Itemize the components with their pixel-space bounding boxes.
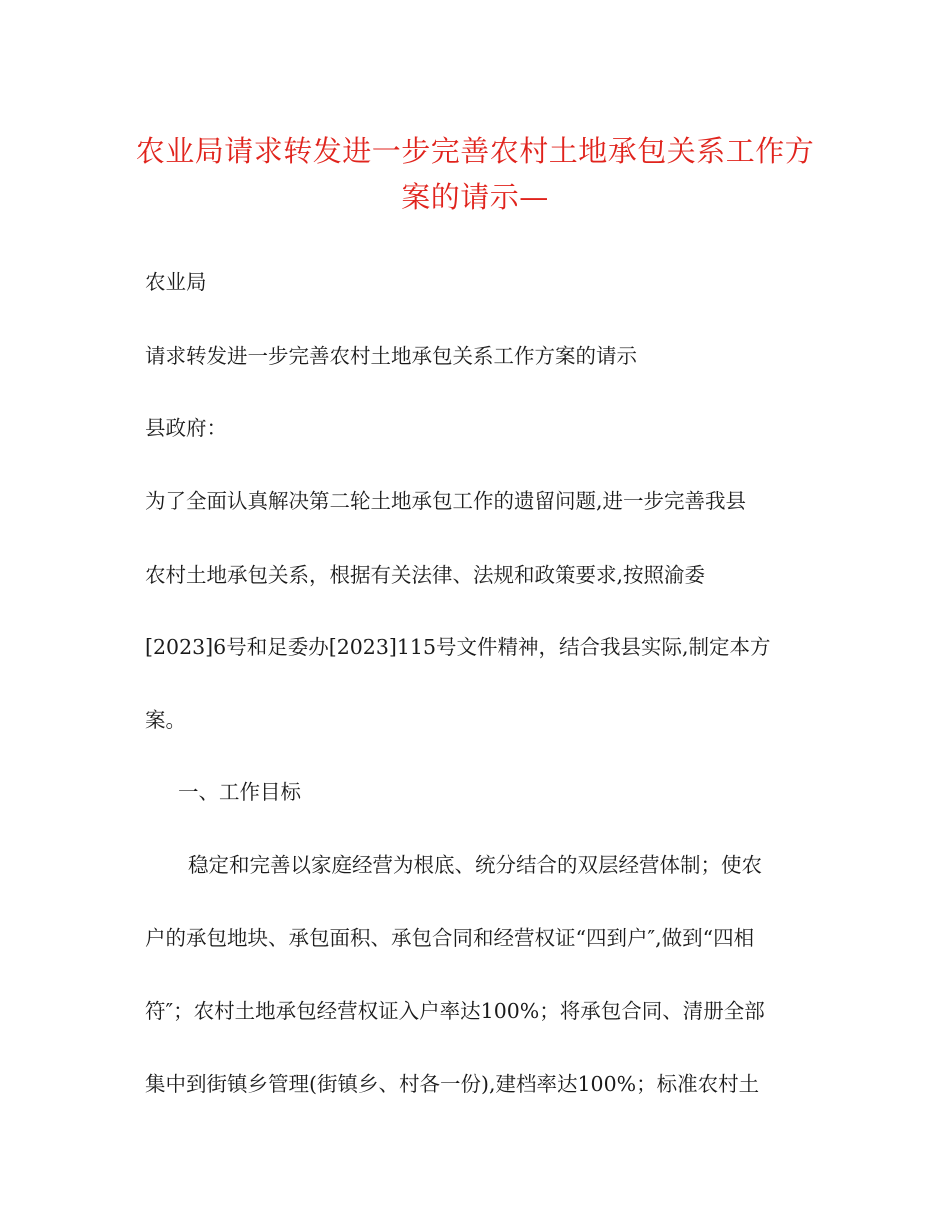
body-line-5: 稳定和完善以家庭经营为根底、统分结合的双层经营体制；使农 <box>188 853 762 877</box>
body-line-1: 为了全面认真解决第二轮土地承包工作的遗留问题,进一步完善我县 <box>145 489 747 513</box>
body-line-3: [2023]6号和足委办[2023]115号文件精神，结合我县实际,制定本方 <box>145 635 771 659</box>
body-line-4: 案。 <box>145 708 186 732</box>
body-line-7: 符″；农村土地承包经营权证入户率达100%；将承包合同、清册全部 <box>145 999 765 1023</box>
title-line-1: 农业局请求转发进一步完善农村土地承包关系工作方 <box>135 134 815 168</box>
title-line-2: 案的请示— <box>401 180 549 214</box>
document-title <box>120 128 830 220</box>
addressee-line: 县政府： <box>145 416 227 440</box>
subject-line: 请求转发进一步完善农村土地承包关系工作方案的请示 <box>145 344 637 368</box>
body-line-6: 户的承包地块、承包面积、承包合同和经营权证“四到户″,做到“四相 <box>145 926 755 950</box>
body-line-8: 集中到街镇乡管理(街镇乡、村各一份),建档率达100%；标准农村土 <box>145 1072 760 1096</box>
body-line-2: 农村土地承包关系，根据有关法律、法规和政策要求,按照渝委 <box>145 563 706 587</box>
issuer-line: 农业局 <box>145 270 207 294</box>
section-heading: 一、工作目标 <box>178 780 301 804</box>
